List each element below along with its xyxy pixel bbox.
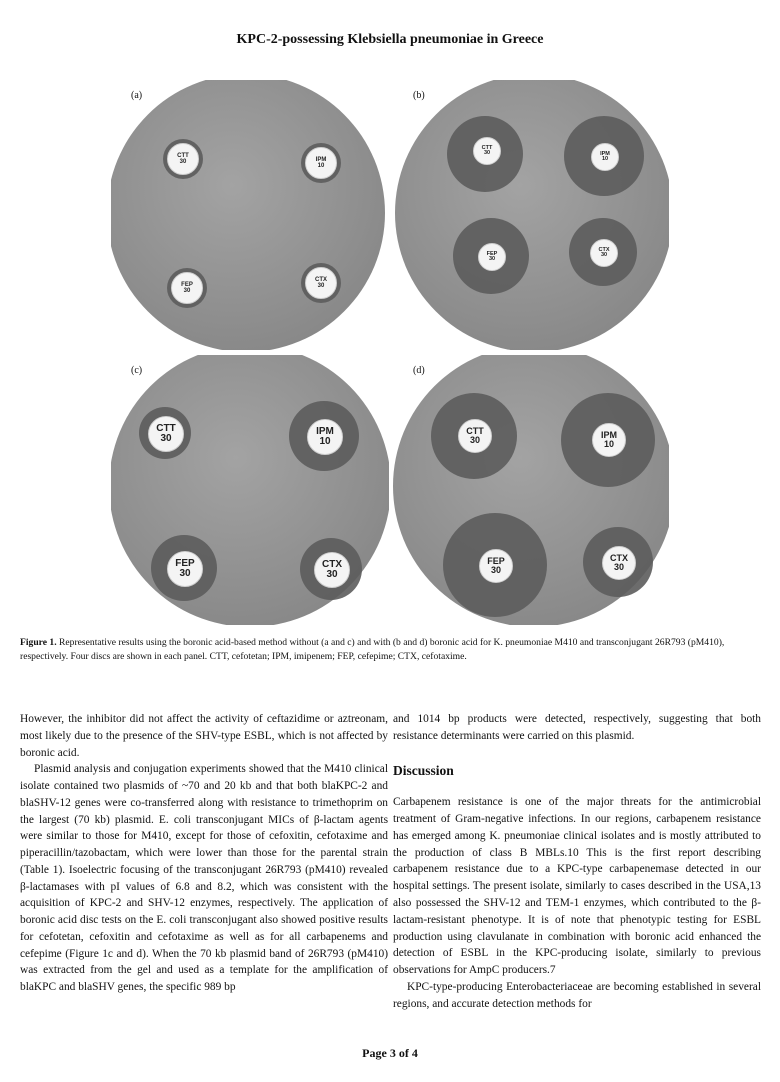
- page-number: Page 3 of 4: [362, 1046, 418, 1060]
- disc-dose: 30: [326, 569, 338, 580]
- right-column: [393, 711, 761, 1012]
- left-column: [20, 711, 388, 996]
- figure-panel-a: [111, 80, 389, 350]
- disc-label: CTX: [322, 559, 342, 570]
- disc-label: IPM: [315, 157, 327, 163]
- panel-letter: (a): [131, 90, 143, 101]
- antibiotic-disc-fep: [478, 243, 506, 271]
- disc-label: CTX: [598, 246, 610, 253]
- antibiotic-disc-ipm: [305, 147, 337, 179]
- disc-dose: 30: [179, 159, 187, 165]
- disc-dose: 30: [490, 565, 501, 575]
- figure-panel-c: [111, 355, 389, 625]
- antibiotic-disc-ctx: [602, 546, 636, 580]
- paragraph: However, the inhibitor did not affect the activity of ceftazidime or aztreonam, most likely due to the presence of the SHV-type ESBL, which is not affected by boronic acid.: [20, 713, 388, 759]
- disc-dose: 30: [160, 433, 172, 444]
- paragraph: Carbapenem resistance is one of the major threats for the antimicrobial treatment of Gram-negative infections. In our regions, carbapenem resistance has emerged among K. pneumoniae clinical isolates and is mostly attributed to the production of class B MBLs.10 This is the first report describing carbapenem resistance due to a KPC-type carbapenemase detected in our hospital settings. The present isolate, similarly to cases described in the USA,13 also possessed the SHV-12 and TEM-1 enzymes, which contributed to the β-lactam-resistant phenotype. It is of note that phenotypic testing for ESBL production using clavulanate in combination with boronic acid enhanced the detection of ESBL in the KPC-producing isolate, similarly to previous observations for AmpC producers.7: [393, 796, 761, 977]
- disc-dose: 30: [179, 568, 191, 579]
- antibiotic-disc-ctx: [590, 239, 618, 267]
- running-title: KPC-2-possessing Klebsiella pneumoniae in Greece: [236, 32, 544, 47]
- antibiotic-disc-ctt: [167, 143, 199, 175]
- disc-label: IPM: [600, 430, 617, 440]
- disc-label: CTT: [481, 144, 493, 151]
- petri-dish: [111, 80, 385, 350]
- petri-dish: [395, 80, 669, 350]
- figure-caption-label: Figure 1.: [20, 637, 57, 648]
- antibiotic-disc-ctt: [473, 137, 501, 165]
- figure-caption-text: Representative results using the boronic acid-based method without (a and c) and with (b and d) boronic acid for K. pneumoniae M410 and transconjugant 26R793 (pM410), respectively. Four discs are shown in each panel. CTT, cefotetan; IPM, imipenem; FEP, cefepime; CTX, cefotaxime.: [20, 637, 725, 662]
- disc-dose: 10: [319, 436, 331, 447]
- disc-dose: 30: [317, 283, 325, 289]
- paragraph: KPC-type-producing Enterobacteriaceae are becoming established in several regions, and accurate detection methods for: [393, 980, 761, 1010]
- disc-dose: 10: [603, 439, 614, 449]
- disc-label: IPM: [600, 150, 610, 157]
- disc-dose: 30: [613, 562, 624, 572]
- panel-letter: (b): [413, 90, 425, 101]
- disc-label: CTT: [466, 426, 484, 436]
- disc-label: FEP: [487, 556, 505, 566]
- paragraph: and 1014 bp products were detected, respectively, suggesting that both resistance determinants were carried on this plasmid.: [393, 713, 761, 742]
- antibiotic-disc-ctx: [305, 267, 337, 299]
- panel-letter: (c): [131, 365, 143, 376]
- antibiotic-disc-ctt: [148, 416, 184, 452]
- disc-label: CTX: [315, 277, 327, 283]
- antibiotic-disc-fep: [171, 272, 203, 304]
- figure-panel-d: [391, 355, 669, 625]
- antibiotic-disc-ipm: [592, 423, 626, 457]
- disc-label: IPM: [316, 426, 334, 437]
- disc-dose: 30: [183, 288, 191, 294]
- antibiotic-disc-ctx: [314, 552, 350, 588]
- antibiotic-disc-ctt: [458, 419, 492, 453]
- disc-dose: 30: [488, 256, 496, 262]
- antibiotic-disc-fep: [479, 549, 513, 583]
- disc-label: CTT: [177, 153, 189, 159]
- disc-label: FEP: [486, 250, 498, 257]
- disc-dose: 10: [601, 156, 609, 162]
- antibiotic-disc-ipm: [591, 143, 619, 171]
- disc-dose: 30: [469, 435, 480, 445]
- disc-dose: 30: [483, 150, 491, 156]
- figure-1: [111, 80, 669, 625]
- antibiotic-disc-fep: [167, 551, 203, 587]
- disc-dose: 30: [600, 252, 608, 258]
- disc-dose: 10: [317, 163, 325, 169]
- disc-label: FEP: [181, 282, 193, 288]
- section-heading: Discussion: [393, 762, 454, 778]
- panel-letter: (d): [413, 365, 425, 376]
- disc-label: CTT: [156, 423, 176, 434]
- figure-panel-b: [391, 80, 669, 350]
- disc-label: CTX: [610, 553, 628, 563]
- disc-label: FEP: [175, 558, 195, 569]
- paragraph: Plasmid analysis and conjugation experiments showed that the M410 clinical isolate contained two plasmids of ~70 and 20 kb and that both blaKPC-2 and blaSHV-12 genes were co-transferred along with resistance to trimethoprim on the largest (70 kb) plasmid. E. coli transconjugant MICs of β-lactam agents were similar to those for M410, except for those of cefoxitin, cefotaxime and piperacillin/tazobactam, which were lower than those for the parental strain (Table 1). Isoelectric focusing of the transconjugant 26R793 (pM410) revealed β-lactamases with pI values of 6.8 and 8.2, which was consistent with the acquisition of KPC-2 and SHV-12 enzymes, respectively. The application of boronic acid disc tests on the E. coli transconjugant also showed positive results for cefotetan, cefoxitin and cefotaxime as well as for all carbapenems and cefepime (Figure 1c and d). When the 70 kb plasmid band of 26R793 (pM410) was extracted from the gel and used as a template for the amplification of blaKPC and blaSHV genes, the specific 989 bp: [20, 763, 388, 994]
- antibiotic-disc-ipm: [307, 419, 343, 455]
- figure-caption: [20, 636, 760, 664]
